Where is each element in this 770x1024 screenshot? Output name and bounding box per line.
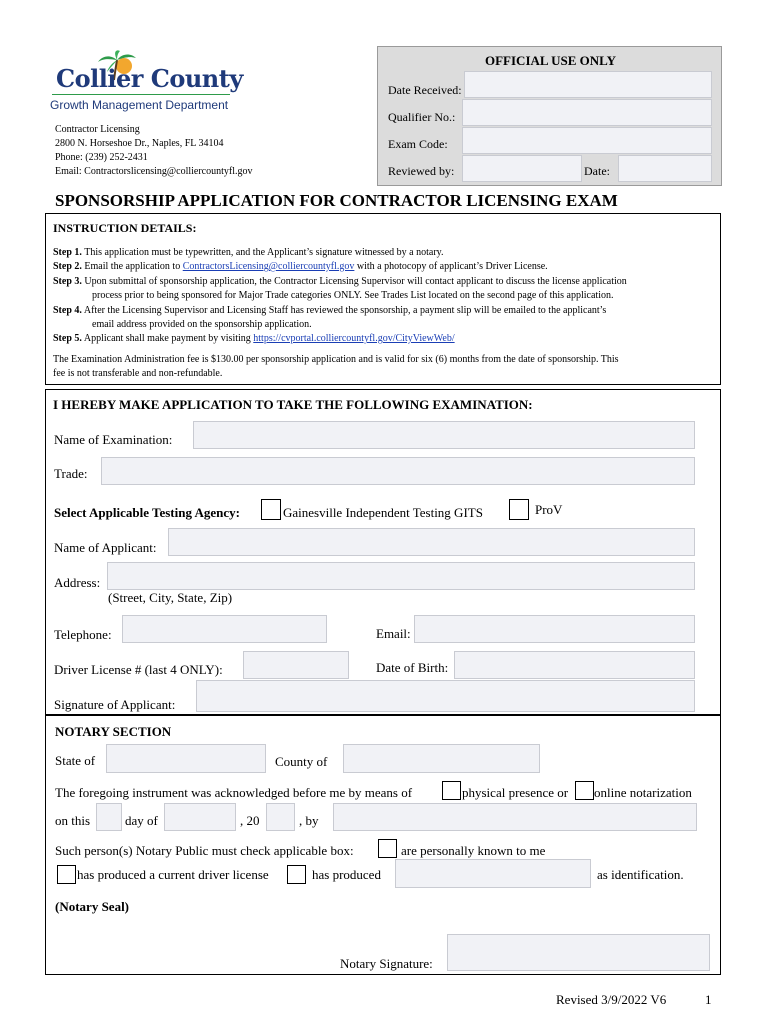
day-field[interactable] bbox=[96, 803, 122, 831]
state-of-label: State of bbox=[55, 753, 96, 768]
select-agency-label: Select Applicable Testing Agency: bbox=[54, 505, 240, 520]
email-label: Email: bbox=[376, 626, 411, 641]
acknowledged-text: The foregoing instrument was acknowledged before me by means of bbox=[55, 785, 413, 800]
driver-license-field[interactable] bbox=[243, 651, 349, 679]
step4-line2: email address provided on the sponsorship application. bbox=[92, 319, 312, 330]
gits-label: Gainesville Independent Testing GITS bbox=[283, 505, 483, 520]
cityview-link[interactable]: https://cvportal.colliercountyfl.gov/CityViewWeb/ bbox=[253, 333, 455, 344]
step5-label: Step 5. bbox=[53, 333, 82, 344]
year-field[interactable] bbox=[266, 803, 295, 831]
signature-applicant-label: Signature of Applicant: bbox=[54, 697, 176, 712]
fee-line2: fee is not transferable and non-refundable. bbox=[53, 368, 223, 379]
step2-label: Step 2. bbox=[53, 261, 82, 272]
step3-line1: Upon submittal of sponsorship application, the Contractor Licensing Supervisor will contact applicant to discuss the license application bbox=[84, 276, 627, 287]
prov-label: ProV bbox=[535, 502, 563, 517]
step4-label: Step 4. bbox=[53, 305, 82, 316]
step4 bbox=[53, 305, 606, 316]
on-this-label: on this bbox=[55, 813, 91, 828]
exam-code-label: Exam Code: bbox=[388, 137, 448, 151]
physical-presence-label: physical presence or bbox=[462, 785, 569, 800]
has-produced-label: has produced bbox=[312, 867, 381, 882]
step2 bbox=[53, 261, 548, 272]
logo-department: Growth Management Department bbox=[50, 98, 229, 112]
signature-applicant-field[interactable] bbox=[196, 680, 695, 712]
address-field[interactable] bbox=[107, 562, 695, 590]
as-identification-label: as identification. bbox=[597, 867, 684, 882]
address-line2: 2800 N. Horseshoe Dr., Naples, FL 34104 bbox=[55, 138, 224, 149]
telephone-label: Telephone: bbox=[54, 627, 112, 642]
official-date-label: Date: bbox=[584, 164, 610, 178]
date-received-field[interactable] bbox=[464, 71, 712, 98]
logo-name: Collier County bbox=[56, 64, 243, 93]
gits-checkbox[interactable] bbox=[261, 499, 281, 520]
prov-checkbox[interactable] bbox=[509, 499, 529, 520]
name-of-exam-label: Name of Examination: bbox=[54, 432, 173, 447]
driver-license-produced-label: has produced a current driver license bbox=[77, 867, 269, 882]
such-person-text: Such person(s) Notary Public must check applicable box: bbox=[55, 843, 354, 858]
has-produced-checkbox[interactable] bbox=[287, 865, 306, 884]
by-field[interactable] bbox=[333, 803, 697, 831]
step3-label: Step 3. bbox=[53, 276, 82, 287]
dob-field[interactable] bbox=[454, 651, 695, 679]
notary-signature-field[interactable] bbox=[447, 934, 710, 971]
page-number: 1 bbox=[705, 992, 712, 1007]
instructions-heading: INSTRUCTION DETAILS: bbox=[53, 221, 197, 235]
application-heading: I HEREBY MAKE APPLICATION TO TAKE THE FOLLOWING EXAMINATION: bbox=[53, 397, 533, 412]
notary-seal-label: (Notary Seal) bbox=[55, 899, 130, 914]
personally-known-checkbox[interactable] bbox=[378, 839, 397, 858]
month-field[interactable] bbox=[164, 803, 236, 831]
exam-code-field[interactable] bbox=[462, 127, 712, 154]
reviewed-by-field[interactable] bbox=[462, 155, 582, 182]
step5-pre: Applicant shall make payment by visiting bbox=[83, 333, 254, 344]
name-of-applicant-label: Name of Applicant: bbox=[54, 540, 157, 555]
step5 bbox=[53, 333, 455, 344]
online-notarization-checkbox[interactable] bbox=[575, 781, 594, 800]
trade-field[interactable] bbox=[101, 457, 695, 485]
official-date-field[interactable] bbox=[618, 155, 712, 182]
email-field[interactable] bbox=[414, 615, 695, 643]
official-use-box bbox=[377, 46, 722, 186]
contractors-email-link[interactable]: ContractorsLicensing@colliercountyfl.gov bbox=[182, 261, 355, 272]
reviewed-by-label: Reviewed by: bbox=[388, 164, 455, 178]
collier-county-logo bbox=[48, 50, 248, 116]
step3 bbox=[53, 276, 627, 287]
trade-label: Trade: bbox=[54, 466, 88, 481]
step4-line1: After the Licensing Supervisor and Licensing Staff has reviewed the sponsorship, a payment slip will be emailed to the applicant’s bbox=[83, 305, 607, 316]
day-of-label: day of bbox=[125, 813, 158, 828]
revised-label: Revised 3/9/2022 V6 bbox=[556, 992, 667, 1007]
official-use-title: OFFICIAL USE ONLY bbox=[485, 53, 616, 68]
address-line1: Contractor Licensing bbox=[55, 124, 140, 135]
driver-license-produced-checkbox[interactable] bbox=[57, 865, 76, 884]
physical-presence-checkbox[interactable] bbox=[442, 781, 461, 800]
address-hint: (Street, City, State, Zip) bbox=[108, 590, 233, 605]
comma-20-label: , 20 bbox=[240, 813, 260, 828]
step1 bbox=[53, 247, 444, 258]
telephone-field[interactable] bbox=[122, 615, 327, 643]
address-line4: Email: Contractorslicensing@colliercountyfl.gov bbox=[55, 166, 253, 177]
step2-pre: Email the application to bbox=[84, 261, 183, 272]
name-of-exam-field[interactable] bbox=[193, 421, 695, 449]
step3-line2: process prior to being sponsored for Major Trade categories ONLY. See Trades List located on the second page of this application. bbox=[92, 290, 614, 301]
driver-license-label: Driver License # (last 4 ONLY): bbox=[54, 662, 223, 677]
qualifier-no-field[interactable] bbox=[462, 99, 712, 126]
county-of-label: County of bbox=[275, 754, 328, 769]
logo-underline bbox=[52, 94, 230, 95]
notary-heading: NOTARY SECTION bbox=[55, 724, 172, 739]
date-received-label: Date Received: bbox=[388, 83, 462, 97]
qualifier-no-label: Qualifier No.: bbox=[388, 110, 456, 124]
dob-label: Date of Birth: bbox=[376, 660, 449, 675]
address-line3: Phone: (239) 252-2431 bbox=[55, 152, 148, 163]
fee-line1: The Examination Administration fee is $130.00 per sponsorship application and is valid for six (6) months from the date of sponsorship. This bbox=[53, 354, 619, 365]
online-notarization-label: online notarization bbox=[594, 785, 692, 800]
state-of-field[interactable] bbox=[106, 744, 266, 773]
personally-known-label: are personally known to me bbox=[401, 843, 546, 858]
county-of-field[interactable] bbox=[343, 744, 540, 773]
by-label: , by bbox=[299, 813, 319, 828]
address-label: Address: bbox=[54, 575, 101, 590]
notary-signature-label: Notary Signature: bbox=[340, 956, 433, 971]
name-of-applicant-field[interactable] bbox=[168, 528, 695, 556]
step1-text: This application must be typewritten, and the Applicant’s signature witnessed by a notary. bbox=[84, 247, 444, 258]
step1-label: Step 1. bbox=[53, 247, 82, 258]
identification-type-field[interactable] bbox=[395, 859, 591, 888]
step2-post: with a photocopy of applicant’s Driver License. bbox=[354, 261, 548, 272]
main-title: SPONSORSHIP APPLICATION FOR CONTRACTOR LICENSING EXAM bbox=[55, 191, 618, 210]
